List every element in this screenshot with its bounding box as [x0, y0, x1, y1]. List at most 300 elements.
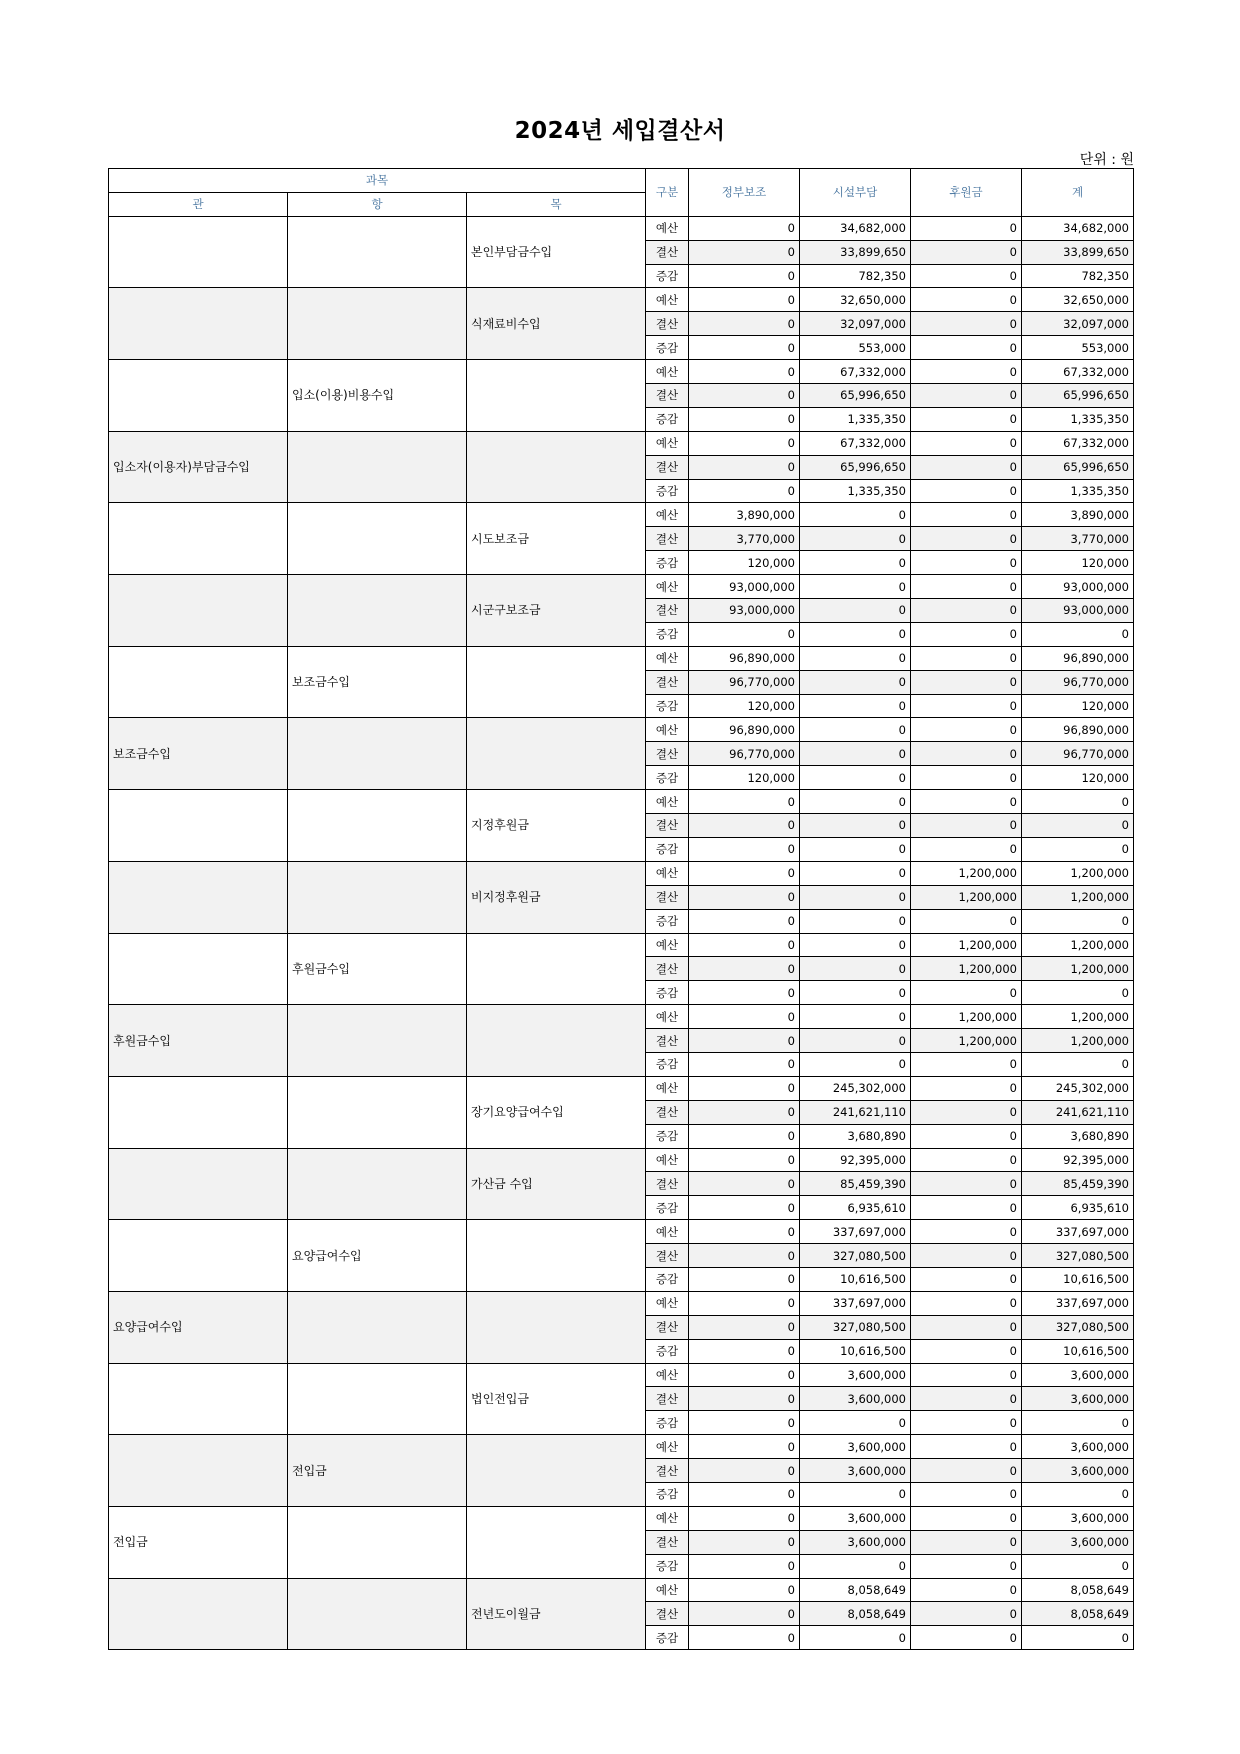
facility-burden-cell: 0: [800, 1482, 911, 1506]
gov-subsidy-cell: 0: [689, 1124, 800, 1148]
gubun-cell: 결산: [646, 670, 689, 694]
subject-hang-cell: [288, 575, 467, 647]
subject-gwan-cell: [109, 1220, 288, 1292]
header-gwan: 관: [109, 192, 288, 216]
gubun-cell: 예산: [646, 1435, 689, 1459]
gubun-cell: 증감: [646, 1554, 689, 1578]
subject-mok-cell: [467, 1220, 646, 1292]
donation-cell: 0: [911, 216, 1022, 240]
gov-subsidy-cell: 0: [689, 981, 800, 1005]
gubun-cell: 결산: [646, 1602, 689, 1626]
donation-cell: 0: [911, 670, 1022, 694]
subject-gwan-cell: [109, 861, 288, 933]
facility-burden-cell: 67,332,000: [800, 360, 911, 384]
gov-subsidy-cell: 0: [689, 1435, 800, 1459]
facility-burden-cell: 10,616,500: [800, 1267, 911, 1291]
gubun-cell: 증감: [646, 479, 689, 503]
facility-burden-cell: 0: [800, 503, 911, 527]
total-cell: 0: [1022, 1052, 1134, 1076]
donation-cell: 0: [911, 1506, 1022, 1530]
gov-subsidy-cell: 0: [689, 1554, 800, 1578]
subject-hang-cell: [288, 790, 467, 862]
gubun-cell: 예산: [646, 431, 689, 455]
total-cell: 327,080,500: [1022, 1315, 1134, 1339]
total-cell: 34,682,000: [1022, 216, 1134, 240]
gov-subsidy-cell: 0: [689, 1626, 800, 1650]
gubun-cell: 예산: [646, 1506, 689, 1530]
donation-cell: 0: [911, 360, 1022, 384]
gubun-cell: 예산: [646, 933, 689, 957]
facility-burden-cell: 0: [800, 861, 911, 885]
subject-hang-cell: 요양급여수입: [288, 1220, 467, 1292]
donation-cell: 0: [911, 646, 1022, 670]
facility-burden-cell: 0: [800, 1411, 911, 1435]
facility-burden-cell: 65,996,650: [800, 384, 911, 408]
donation-cell: 0: [911, 1076, 1022, 1100]
gubun-cell: 증감: [646, 1124, 689, 1148]
gubun-cell: 증감: [646, 1626, 689, 1650]
gubun-cell: 예산: [646, 1220, 689, 1244]
facility-burden-cell: 0: [800, 670, 911, 694]
facility-burden-cell: 1,335,350: [800, 479, 911, 503]
total-cell: 8,058,649: [1022, 1602, 1134, 1626]
subject-hang-cell: [288, 1506, 467, 1578]
subject-gwan-cell: 요양급여수입: [109, 1291, 288, 1363]
table-row: [109, 503, 1134, 527]
table-row: [109, 1291, 1134, 1315]
table-row: [109, 1005, 1134, 1029]
total-cell: 3,600,000: [1022, 1459, 1134, 1483]
gov-subsidy-cell: 93,000,000: [689, 599, 800, 623]
total-cell: 65,996,650: [1022, 455, 1134, 479]
gov-subsidy-cell: 0: [689, 814, 800, 838]
gov-subsidy-cell: 0: [689, 1148, 800, 1172]
subject-mok-cell: 식재료비수입: [467, 288, 646, 360]
donation-cell: 0: [911, 288, 1022, 312]
facility-burden-cell: 3,600,000: [800, 1459, 911, 1483]
facility-burden-cell: 337,697,000: [800, 1291, 911, 1315]
total-cell: 1,335,350: [1022, 407, 1134, 431]
donation-cell: 0: [911, 1124, 1022, 1148]
facility-burden-cell: 85,459,390: [800, 1172, 911, 1196]
facility-burden-cell: 0: [800, 1626, 911, 1650]
gov-subsidy-cell: 0: [689, 240, 800, 264]
gov-subsidy-cell: 0: [689, 909, 800, 933]
donation-cell: 1,200,000: [911, 1005, 1022, 1029]
gov-subsidy-cell: 0: [689, 1530, 800, 1554]
donation-cell: 0: [911, 1148, 1022, 1172]
facility-burden-cell: 0: [800, 981, 911, 1005]
total-cell: 3,680,890: [1022, 1124, 1134, 1148]
gubun-cell: 결산: [646, 1172, 689, 1196]
total-cell: 0: [1022, 1411, 1134, 1435]
subject-mok-cell: [467, 718, 646, 790]
donation-cell: 0: [911, 407, 1022, 431]
gov-subsidy-cell: 0: [689, 861, 800, 885]
total-cell: 120,000: [1022, 551, 1134, 575]
donation-cell: 0: [911, 1411, 1022, 1435]
total-cell: 337,697,000: [1022, 1220, 1134, 1244]
total-cell: 32,650,000: [1022, 288, 1134, 312]
gubun-cell: 증감: [646, 694, 689, 718]
revenue-settlement-table: [108, 168, 1134, 1650]
gubun-cell: 증감: [646, 1411, 689, 1435]
subject-hang-cell: [288, 431, 467, 503]
gubun-cell: 증감: [646, 1052, 689, 1076]
gubun-cell: 예산: [646, 1291, 689, 1315]
donation-cell: 0: [911, 742, 1022, 766]
table-row: [109, 790, 1134, 814]
total-cell: 1,200,000: [1022, 957, 1134, 981]
gov-subsidy-cell: 0: [689, 1100, 800, 1124]
donation-cell: 0: [911, 575, 1022, 599]
total-cell: 67,332,000: [1022, 431, 1134, 455]
facility-burden-cell: 0: [800, 1005, 911, 1029]
facility-burden-cell: 0: [800, 718, 911, 742]
subject-gwan-cell: [109, 646, 288, 718]
donation-cell: 0: [911, 1387, 1022, 1411]
gov-subsidy-cell: 0: [689, 312, 800, 336]
subject-mok-cell: 장기요양급여수입: [467, 1076, 646, 1148]
total-cell: 92,395,000: [1022, 1148, 1134, 1172]
subject-hang-cell: [288, 1148, 467, 1220]
donation-cell: 0: [911, 1482, 1022, 1506]
header-hang: 항: [288, 192, 467, 216]
subject-hang-cell: 입소(이용)비용수입: [288, 360, 467, 432]
table-row: [109, 360, 1134, 384]
facility-burden-cell: 0: [800, 766, 911, 790]
total-cell: 1,335,350: [1022, 479, 1134, 503]
facility-burden-cell: 0: [800, 909, 911, 933]
facility-burden-cell: 32,650,000: [800, 288, 911, 312]
donation-cell: 0: [911, 837, 1022, 861]
gov-subsidy-cell: 0: [689, 1411, 800, 1435]
total-cell: 10,616,500: [1022, 1339, 1134, 1363]
gubun-cell: 예산: [646, 503, 689, 527]
header-subject: 과목: [109, 169, 646, 193]
donation-cell: 0: [911, 527, 1022, 551]
gubun-cell: 결산: [646, 240, 689, 264]
subject-gwan-cell: [109, 1076, 288, 1148]
donation-cell: 0: [911, 384, 1022, 408]
subject-hang-cell: 후원금수입: [288, 933, 467, 1005]
gubun-cell: 증감: [646, 766, 689, 790]
subject-mok-cell: 전년도이월금: [467, 1578, 646, 1650]
donation-cell: 0: [911, 240, 1022, 264]
table-row: [109, 216, 1134, 240]
donation-cell: 0: [911, 1267, 1022, 1291]
gubun-cell: 예산: [646, 1076, 689, 1100]
gov-subsidy-cell: 0: [689, 1052, 800, 1076]
subject-hang-cell: [288, 1005, 467, 1077]
unit-label: 단위 : 원: [1079, 152, 1134, 168]
total-cell: 0: [1022, 814, 1134, 838]
gov-subsidy-cell: 0: [689, 360, 800, 384]
total-cell: 0: [1022, 622, 1134, 646]
total-cell: 1,200,000: [1022, 1029, 1134, 1053]
header-mok: 목: [467, 192, 646, 216]
facility-burden-cell: 3,680,890: [800, 1124, 911, 1148]
subject-gwan-cell: [109, 575, 288, 647]
subject-gwan-cell: [109, 288, 288, 360]
total-cell: 10,616,500: [1022, 1267, 1134, 1291]
total-cell: 782,350: [1022, 264, 1134, 288]
donation-cell: 0: [911, 694, 1022, 718]
subject-mok-cell: 지정후원금: [467, 790, 646, 862]
facility-burden-cell: 3,600,000: [800, 1363, 911, 1387]
gubun-cell: 증감: [646, 1482, 689, 1506]
table-row: [109, 288, 1134, 312]
subject-mok-cell: 법인전입금: [467, 1363, 646, 1435]
subject-gwan-cell: [109, 360, 288, 432]
facility-burden-cell: 67,332,000: [800, 431, 911, 455]
subject-mok-cell: [467, 1291, 646, 1363]
donation-cell: 0: [911, 1435, 1022, 1459]
gov-subsidy-cell: 96,890,000: [689, 718, 800, 742]
table-row: [109, 1506, 1134, 1530]
subject-mok-cell: 비지정후원금: [467, 861, 646, 933]
total-cell: 0: [1022, 837, 1134, 861]
subject-mok-cell: 가산금 수입: [467, 1148, 646, 1220]
donation-cell: 0: [911, 1220, 1022, 1244]
table-row: [109, 1220, 1134, 1244]
facility-burden-cell: 0: [800, 575, 911, 599]
table-row: [109, 718, 1134, 742]
gubun-cell: 증감: [646, 909, 689, 933]
total-cell: 1,200,000: [1022, 1005, 1134, 1029]
facility-burden-cell: 6,935,610: [800, 1196, 911, 1220]
gov-subsidy-cell: 0: [689, 933, 800, 957]
facility-burden-cell: 0: [800, 837, 911, 861]
total-cell: 3,600,000: [1022, 1387, 1134, 1411]
gov-subsidy-cell: 0: [689, 1363, 800, 1387]
subject-mok-cell: [467, 1435, 646, 1507]
gubun-cell: 결산: [646, 1315, 689, 1339]
donation-cell: 0: [911, 814, 1022, 838]
total-cell: 120,000: [1022, 766, 1134, 790]
facility-burden-cell: 0: [800, 599, 911, 623]
facility-burden-cell: 241,621,110: [800, 1100, 911, 1124]
donation-cell: 0: [911, 431, 1022, 455]
total-cell: 3,600,000: [1022, 1363, 1134, 1387]
total-cell: 3,600,000: [1022, 1435, 1134, 1459]
gubun-cell: 예산: [646, 1363, 689, 1387]
facility-burden-cell: 65,996,650: [800, 455, 911, 479]
total-cell: 553,000: [1022, 336, 1134, 360]
facility-burden-cell: 0: [800, 646, 911, 670]
facility-burden-cell: 327,080,500: [800, 1244, 911, 1268]
gov-subsidy-cell: 0: [689, 622, 800, 646]
gubun-cell: 결산: [646, 312, 689, 336]
gubun-cell: 예산: [646, 575, 689, 599]
total-cell: 0: [1022, 1482, 1134, 1506]
subject-gwan-cell: [109, 1578, 288, 1650]
donation-cell: 0: [911, 1530, 1022, 1554]
subject-gwan-cell: [109, 503, 288, 575]
donation-cell: 0: [911, 1459, 1022, 1483]
gov-subsidy-cell: 0: [689, 336, 800, 360]
gubun-cell: 증감: [646, 1339, 689, 1363]
donation-cell: 0: [911, 1291, 1022, 1315]
subject-hang-cell: 보조금수입: [288, 646, 467, 718]
gubun-cell: 결산: [646, 1100, 689, 1124]
total-cell: 3,890,000: [1022, 503, 1134, 527]
facility-burden-cell: 33,899,650: [800, 240, 911, 264]
table-row: [109, 1435, 1134, 1459]
gov-subsidy-cell: 93,000,000: [689, 575, 800, 599]
donation-cell: 1,200,000: [911, 861, 1022, 885]
total-cell: 0: [1022, 981, 1134, 1005]
subject-hang-cell: [288, 1578, 467, 1650]
gubun-cell: 예산: [646, 1148, 689, 1172]
gubun-cell: 증감: [646, 551, 689, 575]
gov-subsidy-cell: 120,000: [689, 551, 800, 575]
donation-cell: 0: [911, 312, 1022, 336]
gubun-cell: 증감: [646, 336, 689, 360]
donation-cell: 0: [911, 264, 1022, 288]
gubun-cell: 결산: [646, 814, 689, 838]
subject-mok-cell: [467, 431, 646, 503]
facility-burden-cell: 245,302,000: [800, 1076, 911, 1100]
facility-burden-cell: 3,600,000: [800, 1530, 911, 1554]
total-cell: 337,697,000: [1022, 1291, 1134, 1315]
total-cell: 0: [1022, 1554, 1134, 1578]
subject-hang-cell: [288, 861, 467, 933]
donation-cell: 0: [911, 1626, 1022, 1650]
subject-mok-cell: [467, 646, 646, 718]
donation-cell: 0: [911, 503, 1022, 527]
total-cell: 96,890,000: [1022, 646, 1134, 670]
gov-subsidy-cell: 0: [689, 1339, 800, 1363]
header-gov-subsidy: 정부보조: [689, 169, 800, 217]
donation-cell: 0: [911, 1554, 1022, 1578]
total-cell: 96,890,000: [1022, 718, 1134, 742]
facility-burden-cell: 0: [800, 551, 911, 575]
gov-subsidy-cell: 0: [689, 455, 800, 479]
facility-burden-cell: 3,600,000: [800, 1435, 911, 1459]
donation-cell: 0: [911, 1172, 1022, 1196]
gov-subsidy-cell: 0: [689, 1578, 800, 1602]
gubun-cell: 증감: [646, 1267, 689, 1291]
gubun-cell: 결산: [646, 1530, 689, 1554]
facility-burden-cell: 553,000: [800, 336, 911, 360]
gubun-cell: 예산: [646, 360, 689, 384]
gov-subsidy-cell: 120,000: [689, 766, 800, 790]
donation-cell: 1,200,000: [911, 1029, 1022, 1053]
donation-cell: 0: [911, 622, 1022, 646]
gov-subsidy-cell: 0: [689, 264, 800, 288]
donation-cell: 0: [911, 1244, 1022, 1268]
subject-gwan-cell: 전입금: [109, 1506, 288, 1578]
facility-burden-cell: 782,350: [800, 264, 911, 288]
subject-gwan-cell: [109, 1435, 288, 1507]
subject-hang-cell: [288, 503, 467, 575]
total-cell: 1,200,000: [1022, 861, 1134, 885]
facility-burden-cell: 0: [800, 742, 911, 766]
total-cell: 93,000,000: [1022, 599, 1134, 623]
facility-burden-cell: 0: [800, 694, 911, 718]
total-cell: 65,996,650: [1022, 384, 1134, 408]
total-cell: 0: [1022, 909, 1134, 933]
gov-subsidy-cell: 0: [689, 288, 800, 312]
total-cell: 3,600,000: [1022, 1530, 1134, 1554]
table-row: [109, 1148, 1134, 1172]
facility-burden-cell: 8,058,649: [800, 1602, 911, 1626]
gubun-cell: 예산: [646, 216, 689, 240]
donation-cell: 0: [911, 718, 1022, 742]
donation-cell: 0: [911, 1602, 1022, 1626]
total-cell: 32,097,000: [1022, 312, 1134, 336]
donation-cell: 0: [911, 1339, 1022, 1363]
donation-cell: 0: [911, 336, 1022, 360]
facility-burden-cell: 327,080,500: [800, 1315, 911, 1339]
total-cell: 327,080,500: [1022, 1244, 1134, 1268]
total-cell: 96,770,000: [1022, 670, 1134, 694]
subject-hang-cell: [288, 216, 467, 288]
donation-cell: 0: [911, 790, 1022, 814]
page-title: 2024년 세입결산서: [514, 118, 726, 144]
facility-burden-cell: 0: [800, 527, 911, 551]
subject-gwan-cell: [109, 790, 288, 862]
gubun-cell: 결산: [646, 384, 689, 408]
gubun-cell: 결산: [646, 455, 689, 479]
subject-gwan-cell: [109, 933, 288, 1005]
subject-hang-cell: [288, 1076, 467, 1148]
table-row: [109, 861, 1134, 885]
facility-burden-cell: 0: [800, 933, 911, 957]
gubun-cell: 결산: [646, 599, 689, 623]
donation-cell: 0: [911, 1100, 1022, 1124]
gubun-cell: 결산: [646, 742, 689, 766]
table-row: [109, 1578, 1134, 1602]
gov-subsidy-cell: 0: [689, 1076, 800, 1100]
gubun-cell: 결산: [646, 1029, 689, 1053]
donation-cell: 0: [911, 981, 1022, 1005]
gov-subsidy-cell: 0: [689, 407, 800, 431]
donation-cell: 0: [911, 1363, 1022, 1387]
gov-subsidy-cell: 0: [689, 1244, 800, 1268]
donation-cell: 0: [911, 1315, 1022, 1339]
total-cell: 120,000: [1022, 694, 1134, 718]
subject-mok-cell: 시도보조금: [467, 503, 646, 575]
gov-subsidy-cell: 0: [689, 1196, 800, 1220]
gov-subsidy-cell: 0: [689, 1267, 800, 1291]
facility-burden-cell: 0: [800, 814, 911, 838]
gov-subsidy-cell: 0: [689, 885, 800, 909]
subject-mok-cell: [467, 360, 646, 432]
subject-hang-cell: [288, 1363, 467, 1435]
table-row: [109, 1076, 1134, 1100]
gubun-cell: 결산: [646, 1459, 689, 1483]
gov-subsidy-cell: 120,000: [689, 694, 800, 718]
gov-subsidy-cell: 0: [689, 1482, 800, 1506]
gubun-cell: 증감: [646, 407, 689, 431]
gubun-cell: 예산: [646, 861, 689, 885]
facility-burden-cell: 92,395,000: [800, 1148, 911, 1172]
donation-cell: 0: [911, 766, 1022, 790]
total-cell: 8,058,649: [1022, 1578, 1134, 1602]
gov-subsidy-cell: 0: [689, 837, 800, 861]
gubun-cell: 증감: [646, 1196, 689, 1220]
gov-subsidy-cell: 0: [689, 479, 800, 503]
gubun-cell: 결산: [646, 885, 689, 909]
subject-gwan-cell: 보조금수입: [109, 718, 288, 790]
gov-subsidy-cell: 0: [689, 1005, 800, 1029]
total-cell: 96,770,000: [1022, 742, 1134, 766]
gov-subsidy-cell: 0: [689, 790, 800, 814]
donation-cell: 0: [911, 599, 1022, 623]
subject-mok-cell: 본인부담금수입: [467, 216, 646, 288]
